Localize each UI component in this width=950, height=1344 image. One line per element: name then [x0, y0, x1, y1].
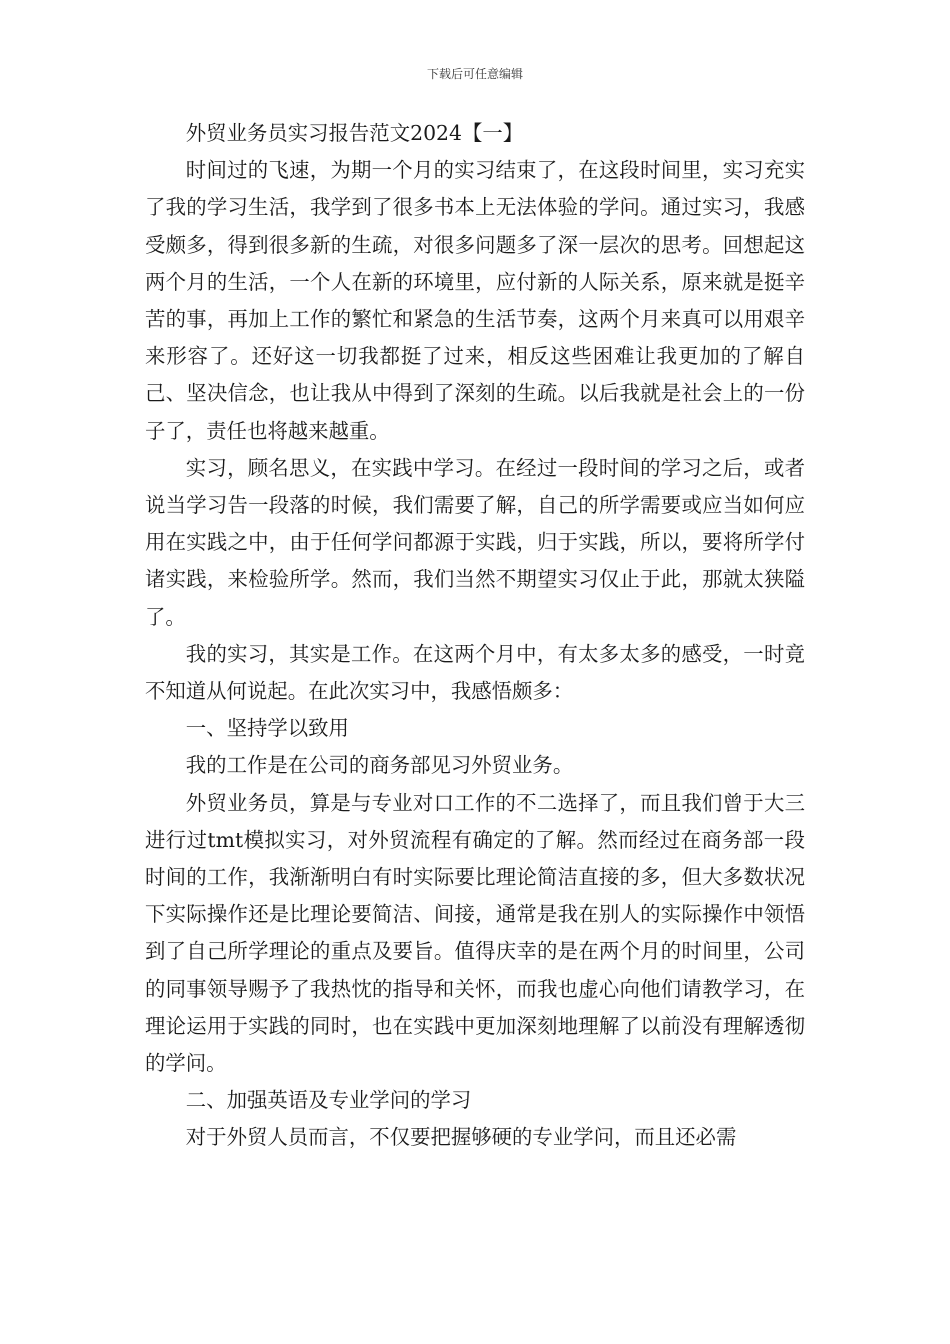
page-header: 下载后可任意编辑: [426, 67, 523, 81]
document-title: 外贸业务员实习报告范文2024【一】: [185, 121, 524, 145]
section-heading: 二、加强英语及专业学问的学习: [185, 1088, 472, 1113]
document-body: [145, 115, 805, 1157]
section-heading: 一、坚持学以致用: [185, 716, 349, 741]
paragraph: 实习，顾名思义，在实践中学习。在经过一段时间的学习之后，或者说当学习告一段落的时候，我们需要了解，自己的所学需要或应当如何应用在实践之中，由于任何学问都源于实践，归于实践，所以，要将所学付诸实践，来检验所学。然而，我们当然不期望实习仅止于此，那就太狭隘了。: [145, 455, 805, 629]
paragraph: 外贸业务员，算是与专业对口工作的不二选择了，而且我们曾于大三进行过tmt模拟实习，对外贸流程有确定的了解。然而经过在商务部一段时间的工作，我渐渐明白有时实际要比理论简洁直接的多，但大多数状况下实际操作还是比理论要简洁、间接，通常是我在别人的实际操作中领悟到了自己所学理论的重点及要旨。值得庆幸的是在两个月的时间里，公司的同事领导赐予了我热忱的指导和关怀，而我也虚心向他们请教学习，在理论运用于实践的同时，也在实践中更加深刻地理解了以前没有理解透彻的学问。: [145, 790, 805, 1076]
paragraph: 我的工作是在公司的商务部见习外贸业务。: [185, 753, 574, 778]
paragraph: 对于外贸人员而言，不仅要把握够硬的专业学问，而且还必需: [185, 1125, 737, 1150]
paragraph: 时间过的飞速，为期一个月的实习结束了，在这段时间里，实习充实了我的学习生活，我学到了很多书本上无法体验的学问。通过实习，我感受颇多，得到很多新的生疏，对很多问题多了深一层次的思考。回想起这两个月的生活，一个人在新的环境里，应付新的人际关系，原来就是挺辛苦的事，再加上工作的繁忙和紧急的生活节奏，这两个月来真可以用艰辛来形容了。还好这一切我都挺了过来，相反这些困难让我更加的了解自己、坚决信念，也让我从中得到了深刻的生疏。以后我就是社会上的一份子了，责任也将越来越重。: [145, 158, 805, 443]
paragraph: 我的实习，其实是工作。在这两个月中，有太多太多的感受，一时竟不知道从何说起。在此次实习中，我感悟颇多：: [145, 641, 805, 704]
